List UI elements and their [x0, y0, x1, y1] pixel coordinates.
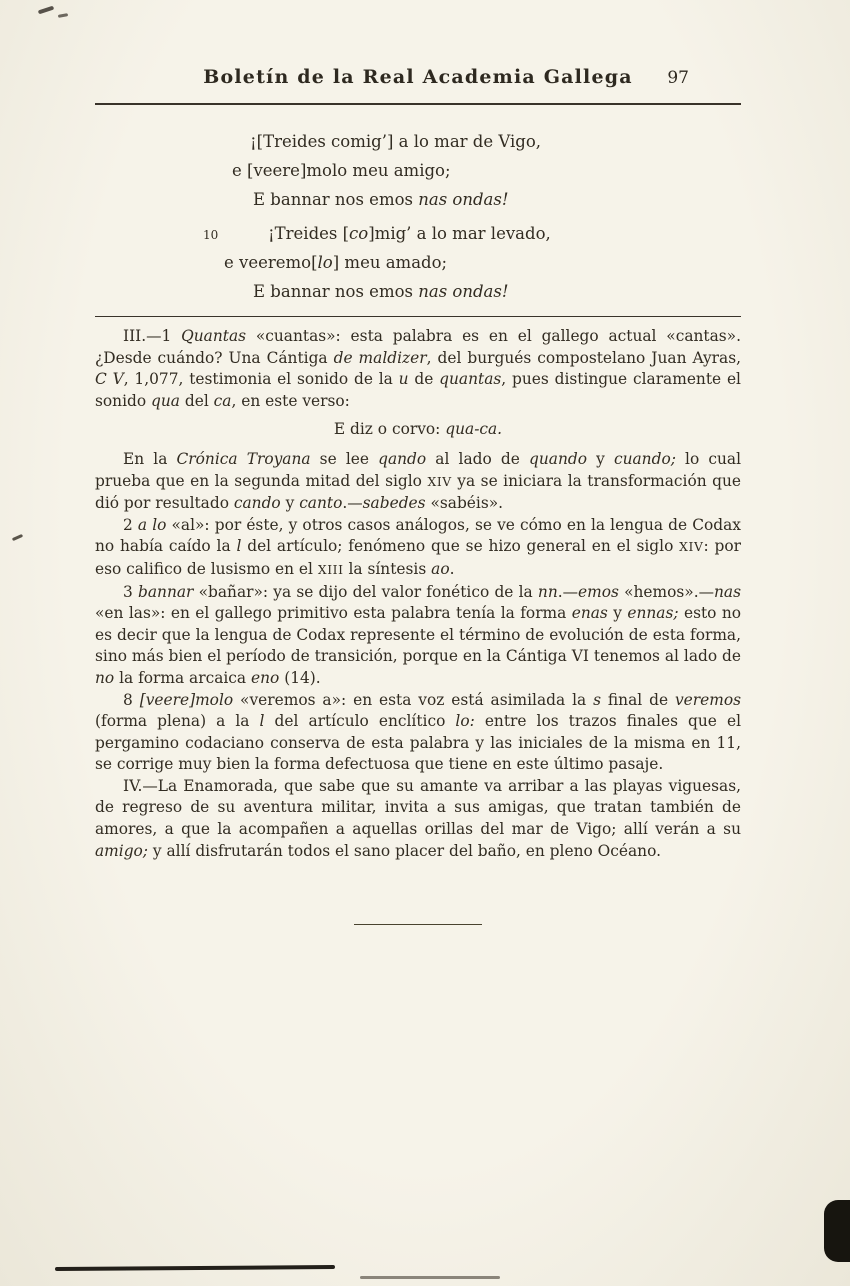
- commentary-block: [95, 326, 741, 862]
- poem-line: E bannar nos emos nas ondas!: [253, 282, 509, 301]
- page-header: [95, 66, 741, 96]
- verse-line-number: 10: [203, 228, 219, 242]
- page-number: 97: [667, 68, 689, 88]
- scan-artifact: [12, 534, 23, 541]
- poem-line: ¡[Treides comig’] a lo mar de Vigo,: [250, 132, 541, 151]
- poem-line: e veeremo[lo] meu amado;: [224, 253, 448, 272]
- quoted-verse: E diz o corvo: qua-ca.: [333, 420, 503, 439]
- commentary-paragraph: 8 [veere]molo «veremos a»: en esta voz está asimilada la s final de veremos (forma plena) a la l del artículo enclítico lo: entre los trazos finales que el pergamino codaciano conserva de esta palabra y las iniciales de la misma en 11, se corrige muy bien la forma defectuosa que tiene en este último pasaje.: [95, 690, 741, 774]
- commentary-paragraph: En la Crónica Troyana se lee qando al lado de quando y cuando; lo cual prueba que en la segunda mitad del siglo XIV ya se iniciara la transformación que dió por resultado cando y canto.—sabedes «sabéis».: [95, 449, 742, 513]
- poem-line: E bannar nos emos nas ondas!: [253, 190, 509, 209]
- commentary-paragraph: 2 a lo «al»: por éste, y otros casos análogos, se ve cómo en la lengua de Codax no había caído la l del artículo; fenómeno que se hizo general en el siglo XIV: por eso califico de lusismo en el XIII la síntesis ao.: [95, 515, 741, 578]
- scan-artifact: [58, 13, 68, 18]
- commentary-paragraph: IV.—La Enamorada, que sabe que su amante va arribar a las playas viguesas, de regreso de su aventura militar, invita a sus amigas, que tratan también de amores, a que la acompañen a aquellas orillas del mar de Vigo; allí verán a su amigo; y allí disfrutarán todos el sano placer del baño, en pleno Océano.: [95, 776, 741, 860]
- commentary-paragraph: 3 bannar «bañar»: ya se dijo del valor fonético de la nn.—emos «hemos».—nas «en las»: en el gallego primitivo esta palabra tenía la forma enas y ennas; esto no es decir que la lengua de Codax represente el término de evolución de esta forma, sino más bien el período de transición, porque en la Cántiga VI tenemos al lado de no la forma arcaica eno (14).: [95, 582, 742, 687]
- poem-block: [95, 127, 741, 306]
- journal-title: Boletín de la Real Academia Gallega: [203, 66, 633, 88]
- scan-artifact: [55, 1265, 335, 1271]
- page-content: [95, 66, 741, 925]
- scan-artifact: [38, 6, 54, 15]
- closing-rule: [354, 924, 482, 925]
- header-rule: [95, 103, 741, 105]
- poem-line: [95, 219, 741, 248]
- poem-line-text: ¡Treides [co]mig’ a lo mar levado,: [268, 224, 551, 243]
- scan-artifact: [824, 1200, 850, 1262]
- poem-line: e [veere]molo meu amigo;: [232, 161, 451, 180]
- scan-artifact: [360, 1276, 500, 1279]
- section-rule: [95, 316, 741, 317]
- commentary-paragraph: III.—1 Quantas «cuantas»: esta palabra es en el gallego actual «cantas». ¿Desde cuándo? Una Cántiga de maldizer, del burgués compostelano Juan Ayras, C V, 1,077, testimonia el sonido de la u de quantas, pues distingue claramente el sonido qua del ca, en este verso:: [95, 327, 741, 410]
